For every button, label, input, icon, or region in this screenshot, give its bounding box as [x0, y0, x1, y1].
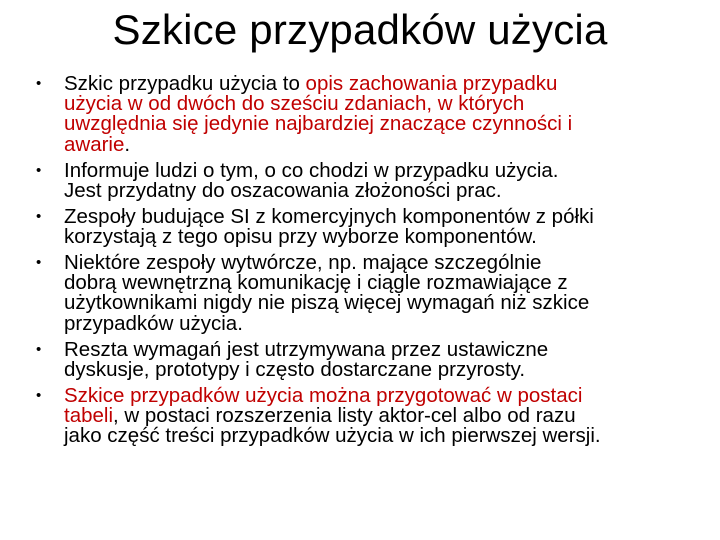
body-text: Reszta wymagań jest utrzymywana przez ustawiczne	[64, 337, 549, 361]
body-text: przypadków użycia.	[64, 311, 243, 335]
bullet-marker: •	[36, 75, 42, 92]
bullet-line	[64, 132, 700, 156]
body-text: Jest przydatny do oszacowania złożoności prac.	[64, 178, 502, 202]
bullet-item	[36, 158, 700, 202]
body-text: korzystają z tego opisu przy wyborze komponentów.	[64, 225, 537, 249]
bullet-line	[64, 426, 700, 446]
bullet-line	[64, 158, 700, 182]
highlighted-text: użycia w od dwóch do sześciu zdaniach, w których	[64, 92, 525, 116]
slide-title: Szkice przypadków użycia	[112, 6, 608, 53]
bullet-line	[64, 357, 700, 381]
bullet-line	[64, 178, 700, 202]
body-text: użytkownikami nigdy nie piszą więcej wymagań niż szkice	[64, 291, 590, 315]
bullet-item	[36, 253, 700, 334]
bullet-marker: •	[36, 386, 42, 404]
bullet-line	[64, 74, 700, 94]
bullet-marker: •	[36, 207, 42, 225]
highlighted-text: Szkice przypadków użycia można przygotować w postaci	[64, 383, 583, 407]
bullet-line	[64, 406, 700, 426]
bullet-line	[64, 273, 700, 293]
bullet-item	[36, 383, 700, 448]
bullet-item	[36, 204, 700, 249]
highlighted-text: opis zachowania przypadku	[305, 72, 558, 95]
bullet-line	[64, 114, 700, 134]
body-text: .	[124, 132, 131, 156]
body-text: Informuje ludzi o tym, o co chodzi w przypadku użycia.	[64, 158, 559, 182]
bullet-line	[64, 204, 700, 228]
bullet-line	[64, 293, 700, 313]
body-text: Szkic przypadku użycia to	[64, 72, 306, 95]
bullet-line	[64, 94, 700, 114]
bullet-line	[64, 227, 700, 247]
bullet-line	[64, 311, 700, 335]
highlighted-text: uwzględnia się jedynie najbardziej znaczące czynności i	[64, 112, 573, 136]
highlighted-text: tabeli	[64, 404, 114, 428]
highlighted-text: awarie	[64, 132, 125, 156]
bullet-marker: •	[36, 161, 42, 179]
body-text: Niektóre zespoły wytwórcze, np. mające szczególnie	[64, 251, 542, 275]
body-text: jako część treści przypadków użycia w ich pierwszej wersji.	[64, 424, 601, 448]
bullet-item	[36, 337, 700, 381]
body-text: , w postaci rozszerzenia listy aktor-cel albo od razu	[113, 404, 576, 428]
body-text: dyskusje, prototypy i często dostarczane przyrosty.	[64, 357, 526, 381]
bullet-marker: •	[36, 254, 42, 272]
body-text: dobrą wewnętrzną komunikację i ciągle rozmawiające z	[64, 271, 568, 295]
bullet-marker: •	[36, 340, 42, 358]
bullet-list	[36, 74, 700, 452]
bullet-line	[64, 253, 700, 273]
bullet-line	[64, 337, 700, 361]
body-text: Zespoły budujące SI z komercyjnych komponentów z półki	[64, 204, 594, 228]
bullet-item	[36, 74, 700, 155]
bullet-line	[64, 383, 700, 407]
